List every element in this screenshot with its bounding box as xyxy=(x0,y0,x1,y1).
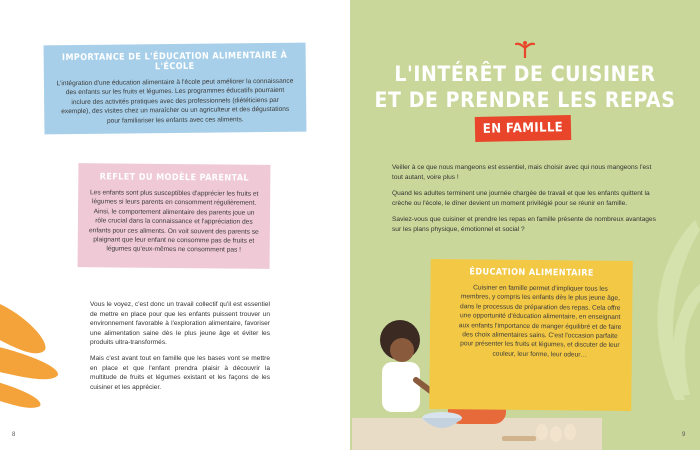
main-title-line-1: L'INTÉRÊT DE CUISINER xyxy=(394,62,656,86)
school-education-box xyxy=(44,43,307,135)
left-page-number: 8 xyxy=(12,432,16,438)
main-title-line-2: ET DE PRENDRE LES REPAS xyxy=(374,88,676,112)
famille-badge: EN FAMILLE xyxy=(475,115,572,142)
left-body-text xyxy=(90,300,270,398)
food-education-text: Cuisiner en famille permet d'impliquer tous les membres, y compris les enfants dès le plus jeune âge, dans le processus de préparation des repas. Cela offre une opportunité d'éducation alimentaire, en enseignant aux enfants l'importance de manger équilibré et de faire des choix alimentaires sains. C'est l'occasion parfaite pour présenter les fruits et légumes, et discuter de leur couleur, leur forme, leur odeur… xyxy=(458,284,622,359)
orange-leaf-icon xyxy=(0,290,70,410)
right-body-text xyxy=(392,163,662,241)
parental-model-text: Les enfants sont plus susceptibles d'apprécier les fruits et légumes si leurs parents en consomment régulièrement. Ainsi, le comportement alimentaire des parents joue un rôle crucial dans la connaissance et l'appréciation des enfants pour ces aliments. On voit souvent des parents se plaignant que leur enfant ne consomme pas de fruits et légumes qu'eux-mêmes ne consomment pas ! xyxy=(88,189,259,255)
parental-model-box xyxy=(78,163,271,269)
right-paragraph-3: Saviez-vous que cuisiner et prendre les repas en famille présente de nombreux avantages sur les plans physique, émotionnel et social ? xyxy=(392,216,656,233)
school-education-title: IMPORTANCE DE L'ÉDUCATION ALIMENTAIRE À L'ÉCOLE xyxy=(61,50,288,73)
left-paragraph-1: Vous le voyez, c'est donc un travail collectif qu'il est essentiel de mettre en place pour que les enfants puissent trouver un environnement favorable à l'exploration alimentaire, favoriser une alimentation saine dès le plus jeune âge et éviter les produits ultra-transformés. xyxy=(90,301,270,347)
right-paragraph-1: Veiller à ce que nous mangeons est essentiel, mais choisir avec qui nous mangeons l'est tout autant, voire plus ! xyxy=(392,164,652,181)
background-leaf-icon xyxy=(635,220,700,400)
right-paragraph-2: Quand les adultes terminent une journée chargée de travail et que les enfants quittent la crèche ou l'école, le dîner devient un moment privilégié pour se réunir en famille. xyxy=(392,190,650,207)
school-education-text: L'intégration d'une éducation alimentaire à l'école peut améliorer la connaissance des enfants sur les fruits et légumes. Les programmes éducatifs pourraient inclure des activités pratiques avec des professionnels (diététiciens par exemple), des visites chez un maraîcher ou un agriculteur et des dégustations pour familiariser les enfants avec ces aliments. xyxy=(56,77,294,125)
right-page-number: 9 xyxy=(682,432,686,438)
food-education-title: ÉDUCATION ALIMENTAIRE xyxy=(469,267,594,279)
parental-model-title: REFLET DU MODÈLE PARENTAL xyxy=(99,172,250,184)
left-paragraph-2: Mais c'est avant tout en famille que les bases vont se mettre en place et que l'enfant prendra plaisir à découvrir la multitude de fruits et légumes existant et les façons de les cuisiner et les apprécier. xyxy=(90,354,270,391)
food-education-box xyxy=(429,259,633,411)
leaf-sprig-icon xyxy=(513,40,537,58)
